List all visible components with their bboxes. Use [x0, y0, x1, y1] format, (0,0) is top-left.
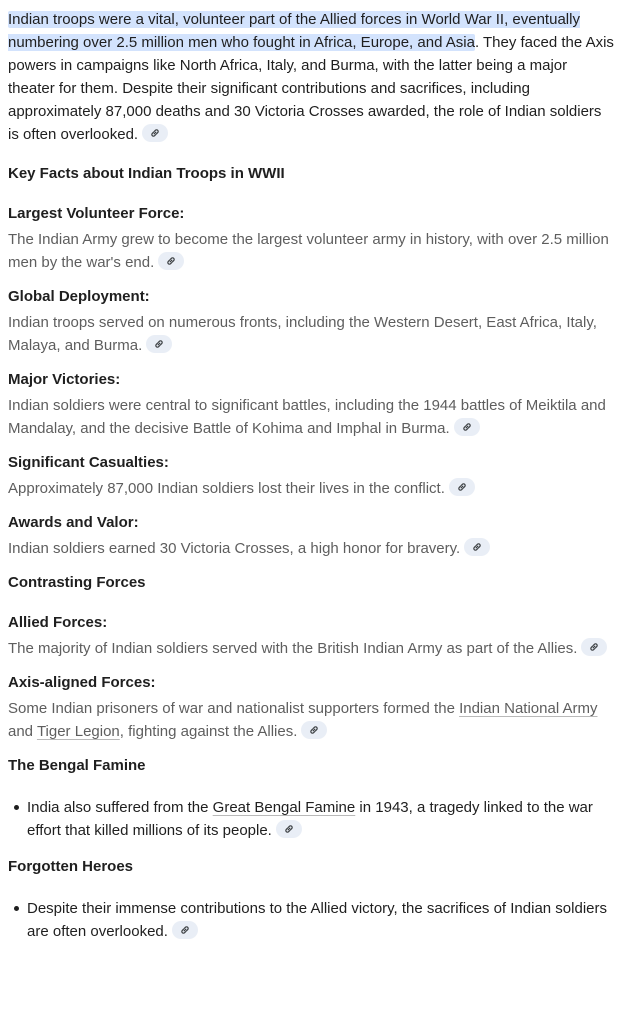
indian-national-army-link[interactable]: Indian National Army [459, 700, 598, 717]
allied-text-content: The majority of Indian soldiers served with the British Indian Army as part of the Allies. [8, 640, 578, 657]
source-link-button[interactable] [464, 538, 490, 556]
source-link-button[interactable] [301, 721, 327, 739]
link-icon [589, 642, 599, 652]
fact-text-content: Approximately 87,000 Indian soldiers lost their lives in the conflict. [8, 480, 445, 497]
allied-title: Allied Forces: [8, 614, 108, 631]
source-link-button[interactable] [581, 638, 607, 656]
list-item [27, 897, 615, 943]
famine-list [8, 796, 615, 842]
link-icon [166, 256, 176, 266]
forgotten-text: Despite their immense contributions to the Allied victory, the sacrifices of Indian soldiers are often overlooked. [27, 900, 607, 940]
fact-text-content: Indian troops served on numerous fronts, including the Western Desert, East Africa, Italy, Malaya, and Burma. [8, 314, 597, 354]
fact-text-content: Indian soldiers were central to significant battles, including the 1944 battles of Meiktila and Mandalay, and the decisive Battle of Kohima and Imphal in Burma. [8, 397, 606, 437]
source-link-button[interactable] [454, 418, 480, 436]
fact-text-content: Indian soldiers earned 30 Victoria Crosses, a high honor for bravery. [8, 540, 461, 557]
fact-text [8, 311, 615, 357]
axis-text-mid: and [8, 723, 37, 740]
link-icon [472, 542, 482, 552]
source-link-button[interactable] [172, 921, 198, 939]
fact-title: Major Victories: [8, 371, 121, 388]
source-link-button[interactable] [449, 478, 475, 496]
section-heading-key-facts: Key Facts about Indian Troops in WWII [8, 165, 285, 182]
source-link-button[interactable] [276, 820, 302, 838]
axis-text-after: , fighting against the Allies. [119, 723, 298, 740]
section-heading-forgotten: Forgotten Heroes [8, 858, 134, 875]
forgotten-list [8, 897, 615, 943]
tiger-legion-link[interactable]: Tiger Legion [36, 723, 120, 740]
source-link-button[interactable] [142, 124, 168, 142]
allied-text [8, 637, 615, 660]
link-icon [457, 482, 467, 492]
section-heading-contrasting: Contrasting Forces [8, 574, 146, 591]
intro-paragraph [8, 8, 615, 146]
highlighted-text[interactable]: Indian troops were a vital, volunteer part of the Allied forces in World War II, eventually numbering over 2.5 million men who fought in Africa, Europe, and Asia [8, 11, 580, 51]
link-icon [150, 128, 160, 138]
list-item [27, 796, 615, 842]
fact-text [8, 477, 615, 500]
axis-text [8, 697, 615, 743]
source-link-button[interactable] [146, 335, 172, 353]
intro-text: . They faced the Axis powers in campaigns like North Africa, Italy, and Burma, with the latter being a major theater for them. Despite their significant contributions and sacrifices, including approximately 87,000 deaths and 30 Victoria Crosses awarded, the role of Indian soldiers is often overlooked. [8, 34, 614, 143]
fact-title: Awards and Valor: [8, 514, 139, 531]
link-icon [284, 824, 294, 834]
fact-text-content: The Indian Army grew to become the largest volunteer army in history, with over 2.5 million men by the war's end. [8, 231, 609, 271]
link-icon [154, 339, 164, 349]
section-heading-famine: The Bengal Famine [8, 757, 146, 774]
fact-text [8, 537, 615, 560]
axis-title: Axis-aligned Forces: [8, 674, 156, 691]
link-icon [309, 725, 319, 735]
fact-title: Largest Volunteer Force: [8, 205, 185, 222]
link-icon [462, 422, 472, 432]
fact-title: Global Deployment: [8, 288, 150, 305]
axis-text-before: Some Indian prisoners of war and nationalist supporters formed the [8, 700, 460, 717]
fact-text [8, 228, 615, 274]
fact-text [8, 394, 615, 440]
great-bengal-famine-link[interactable]: Great Bengal Famine [212, 799, 356, 816]
link-icon [180, 925, 190, 935]
source-link-button[interactable] [158, 252, 184, 270]
famine-text-after: in 1943, a tragedy linked to the war effort that killed millions of its people. [27, 799, 593, 839]
fact-title: Significant Casualties: [8, 454, 169, 471]
famine-text-before: India also suffered from the [27, 799, 213, 816]
